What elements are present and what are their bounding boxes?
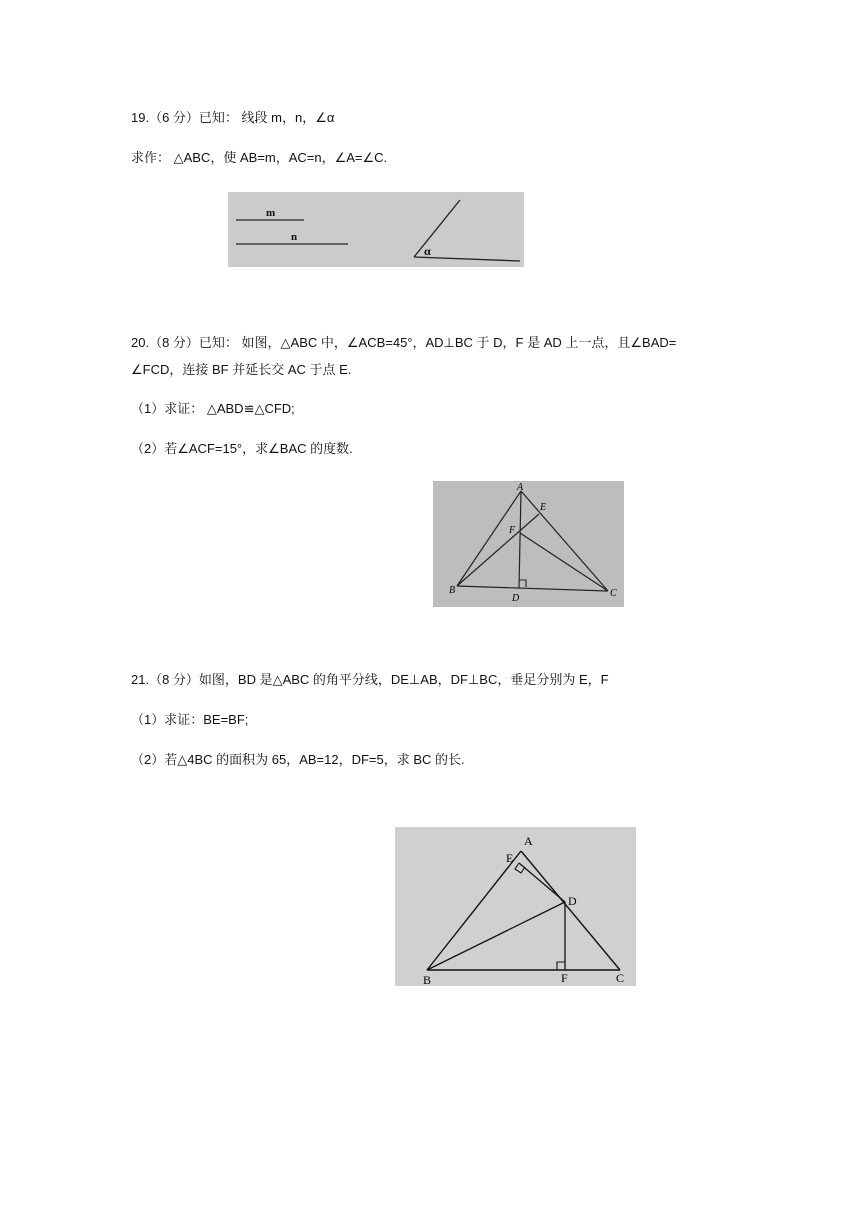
q20-part2: （2）若∠ACF=15°，求∠BAC 的度数. — [131, 441, 353, 456]
q21-label-D: D — [568, 894, 577, 908]
q21-label-F: F — [561, 971, 568, 985]
q20-figure-svg — [433, 481, 624, 607]
q20-header-cont: ∠FCD，连接 BF 并延长交 AC 于点 E. — [131, 362, 352, 377]
q21-figure-svg — [395, 827, 636, 986]
q20-label-C: C — [610, 588, 617, 599]
q21-header: 21.（8 分）如图，BD 是△ABC 的角平分线，DE⊥AB，DF⊥BC，垂足分别为 E，F — [131, 672, 609, 687]
q21-label-E: E — [506, 851, 514, 865]
q20-label-E: E — [540, 502, 547, 513]
q19-label-alpha: α — [424, 244, 431, 258]
q20-part1: （1）求证： △ABD≌△CFD; — [131, 401, 295, 416]
q19-label-n: n — [291, 231, 298, 243]
q21-part1: （1）求证：BE=BF; — [131, 712, 249, 727]
q21-part2: （2）若△4BC 的面积为 65，AB=12，DF=5，求 BC 的长. — [131, 752, 465, 767]
q21-label-C: C — [616, 971, 625, 985]
q19-label-m: m — [266, 207, 276, 219]
q20-label-D: D — [512, 593, 520, 604]
q19-figure — [228, 192, 524, 267]
q20-label-F: F — [509, 525, 516, 536]
q19-task: 求作： △ABC，使 AB=m，AC=n，∠A=∠C. — [131, 150, 388, 165]
q20-figure — [433, 481, 624, 607]
q20-header: 20.（8 分）已知： 如图，△ABC 中，∠ACB=45°，AD⊥BC 于 D，F 是 AD 上一点，且∠BAD= — [131, 335, 677, 350]
q19-figure-svg — [228, 192, 524, 267]
q20-label-A: A — [517, 482, 524, 493]
q21-label-B: B — [423, 973, 432, 986]
q21-figure — [395, 827, 636, 986]
q19-header: 19.（6 分）已知： 线段 m，n，∠α — [131, 110, 335, 125]
q20-label-B: B — [449, 585, 456, 596]
q21-label-A: A — [524, 834, 533, 848]
